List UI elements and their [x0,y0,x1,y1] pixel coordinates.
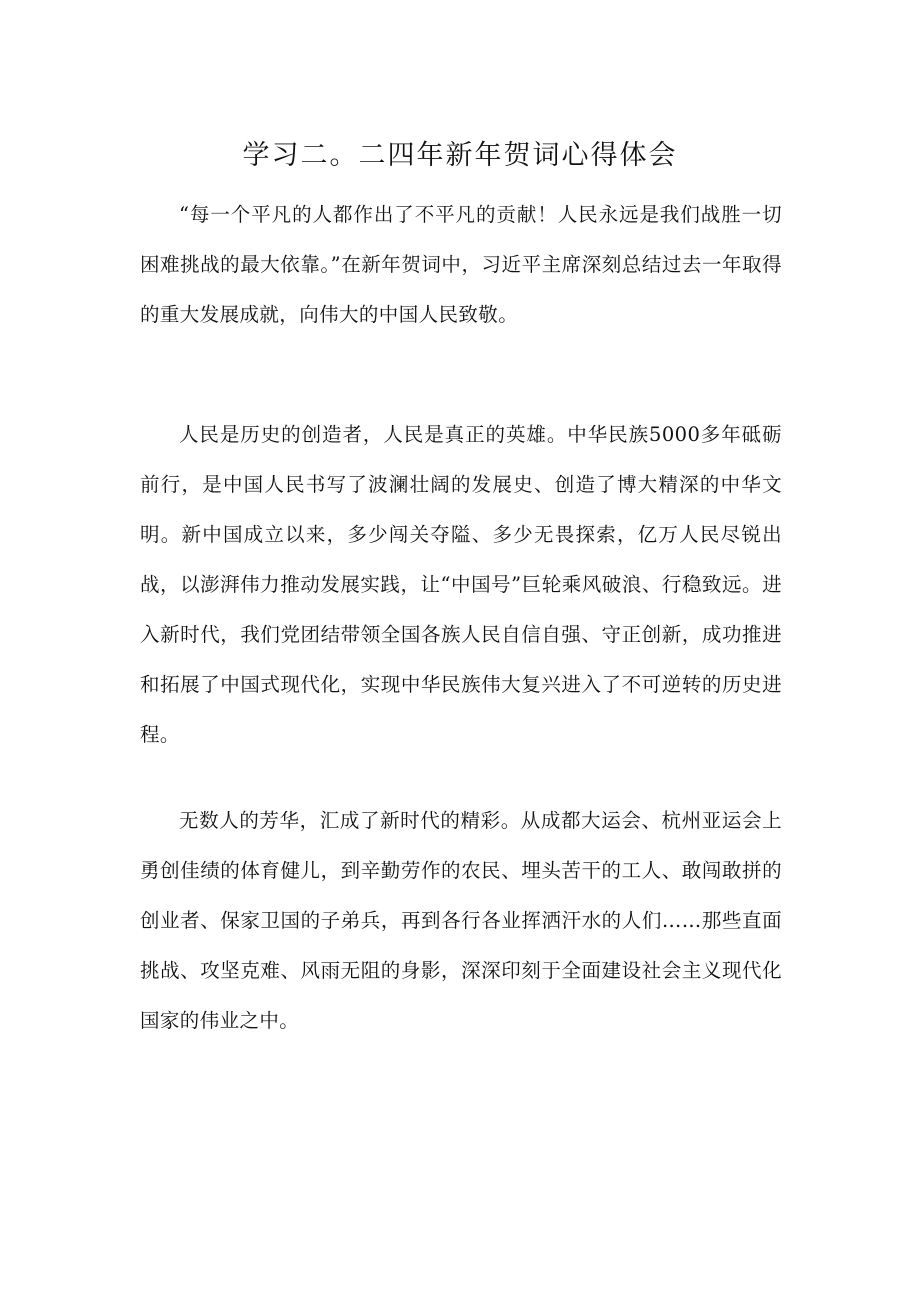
document-title: 学习二。二四年新年贺词心得体会 [242,140,678,171]
body-paragraph-2: 人民是历史的创造者，人民是真正的英雄。中华民族5000多年砥砺前行，是中国人民书写了波澜壮阔的发展史、创造了博大精深的中华文明。新中国成立以来，多少闯关夺隘、多少无畏探索，亿万人民尽锐出战，以澎湃伟力推动发展实践，让“中国号”巨轮乘风破浪、行稳致远。进入新时代，我们党团结带领全国各族人民自信自强、守正创新，成功推进和拓展了中国式现代化，实现中华民族伟大复兴进入了不可逆转的历史进程。 [140,423,782,746]
body-paragraph-3: 无数人的芳华，汇成了新时代的精彩。从成都大运会、杭州亚运会上勇创佳绩的体育健儿，到辛勤劳作的农民、埋头苦干的工人、敢闯敢拼的创业者、保家卫国的子弟兵，再到各行各业挥洒汗水的人们……那些直面挑战、攻坚克难、风雨无阻的身影，深深印刻于全面建设社会主义现代化国家的伟业之中。 [140,809,782,1032]
body-paragraph-1: “每一个平凡的人都作出了不平凡的贡献！人民永远是我们战胜一切困难挑战的最大依靠。”在新年贺词中，习近平主席深刻总结过去一年取得的重大发展成就，向伟大的中国人民致敬。 [140,203,782,326]
